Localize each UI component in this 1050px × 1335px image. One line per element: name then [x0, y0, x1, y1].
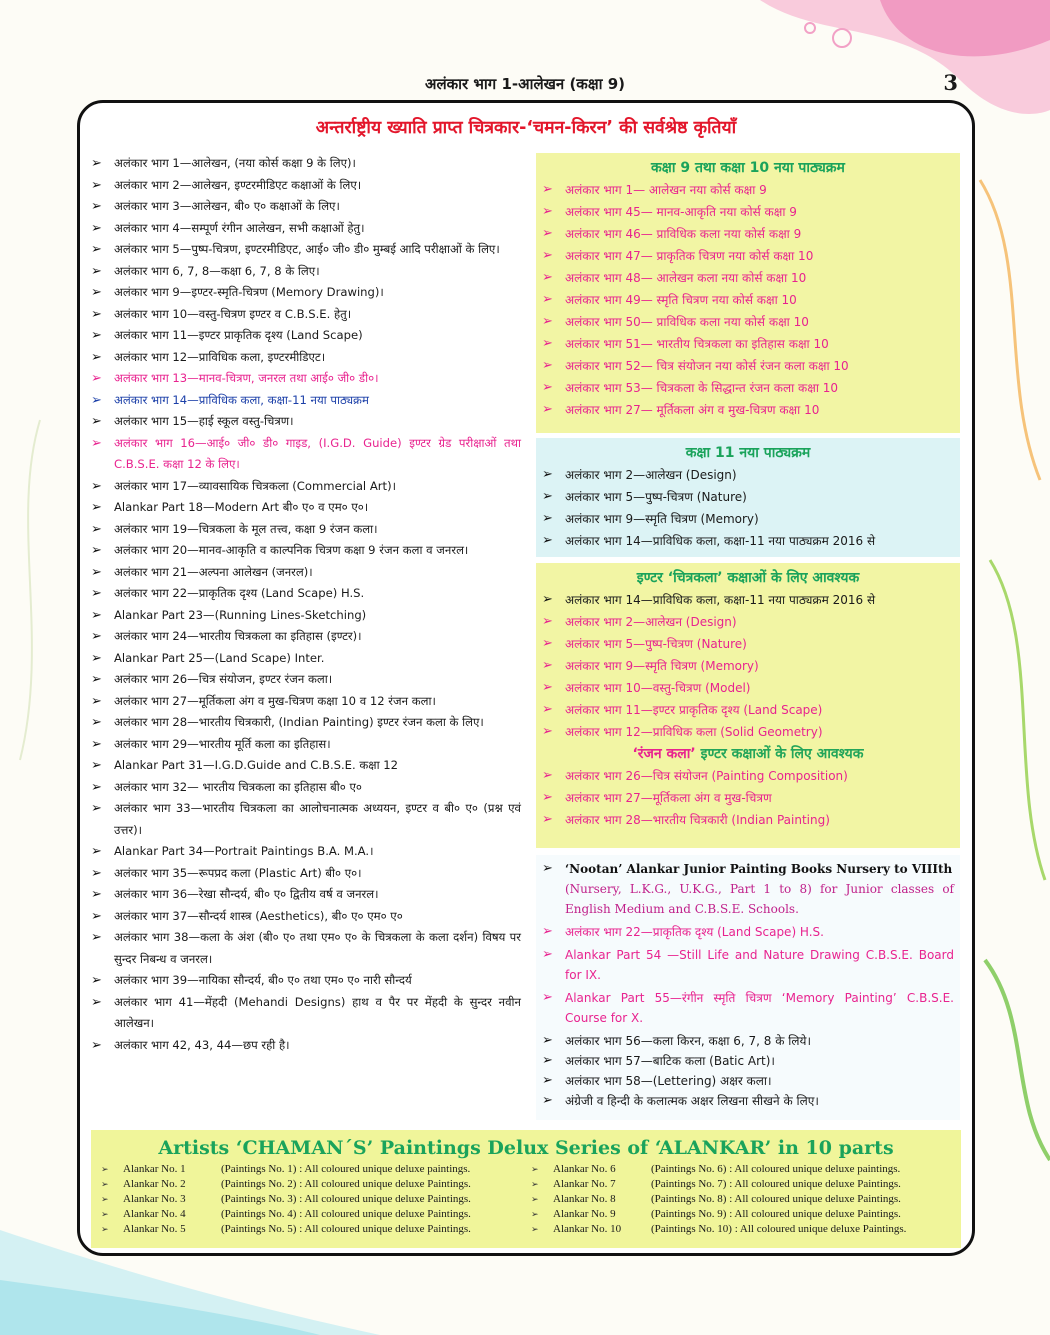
- deluxe-description: (Paintings No. 5) : All coloured unique deluxe Paintings.: [221, 1223, 471, 1235]
- book-list-item: ➢ अलंकार भाग 39—नायिका सौन्दर्य, बी० ए० तथा एम० ए० नारी सौन्दर्य: [91, 970, 521, 992]
- class-9-10-heading: कक्षा 9 तथा कक्षा 10 नया पाठ्यक्रम: [651, 160, 845, 176]
- other-book-item: ➢ अलंकार भाग 58—(Lettering) अक्षर कला।: [542, 1071, 954, 1091]
- class-11-syllabus-box: [536, 438, 960, 557]
- content-frame: [77, 100, 975, 1256]
- deluxe-item: [531, 1207, 951, 1222]
- book-list-item: ➢ अलंकार भाग 21—अल्पना आलेखन (जनरल)।: [91, 562, 521, 584]
- book-list-item: ➢ अलंकार भाग 36—रेखा सौन्दर्य, बी० ए० द्वितीय वर्ष व जनरल।: [91, 884, 521, 906]
- book-list-item: ➢ अलंकार भाग 26—चित्र संयोजन, इण्टर रंजन कला।: [91, 669, 521, 691]
- class-9-10-item: ➢ अलंकार भाग 51— भारतीय चित्रकला का इतिहास कक्षा 10: [542, 333, 954, 355]
- book-list-item: ➢ अलंकार भाग 38—कला के अंश (बी० ए० तथा एम० ए० के चित्रकला के कला दर्शन) विषय पर सुन्दर निबन्ध व जनरल।: [91, 927, 521, 970]
- arrow-bullet-icon: ➢: [101, 1209, 109, 1219]
- class-9-10-item: ➢ अलंकार भाग 53— चित्रकला के सिद्धान्त रंजन कला कक्षा 10: [542, 377, 954, 399]
- deluxe-description: (Paintings No. 9) : All coloured unique deluxe Paintings.: [651, 1208, 901, 1220]
- junior-and-other-books-box: [536, 855, 960, 1120]
- deluxe-description: (Paintings No. 1) : All coloured unique deluxe paintings.: [221, 1163, 471, 1175]
- class-11-item: ➢ अलंकार भाग 14—प्राविधिक कला, कक्षा-11 नया पाठ्यक्रम 2016 से: [542, 530, 954, 552]
- book-list-item: ➢ अलंकार भाग 42, 43, 44—छप रही है।: [91, 1035, 521, 1057]
- book-list-item: ➢ अलंकार भाग 15—हाई स्कूल वस्तु-चित्रण।: [91, 411, 521, 433]
- deluxe-description: (Paintings No. 6) : All coloured unique deluxe paintings.: [651, 1163, 901, 1175]
- arrow-bullet-icon: ➢: [531, 1209, 539, 1219]
- ranjan-kala-item: ➢ अलंकार भाग 26—चित्र संयोजन (Painting Composition): [542, 765, 954, 787]
- book-list-item: ➢ अलंकार भाग 4—सम्पूर्ण रंगीन आलेखन, सभी कक्षाओं हेतु।: [91, 218, 521, 240]
- book-list-item: ➢ अलंकार भाग 27—मूर्तिकला अंग व मुख-चित्रण कक्षा 10 व 12 रंजन कला।: [91, 691, 521, 713]
- page-number: 3: [943, 70, 958, 95]
- ranjan-kala-item: ➢ अलंकार भाग 27—मूर्तिकला अंग व मुख-चित्रण: [542, 787, 954, 809]
- other-book-item: ➢ Alankar Part 54 —Still Life and Nature Drawing C.B.S.E. Board for IX.: [542, 945, 954, 985]
- class-9-10-item: ➢ अलंकार भाग 47— प्राकृतिक चित्रण नया कोर्स कक्षा 10: [542, 245, 954, 267]
- deluxe-series-heading: Artists ‘CHAMAN´S’ Paintings Delux Series of ‘ALANKAR’ in 10 parts: [158, 1137, 894, 1159]
- deluxe-series-panel: [91, 1130, 961, 1248]
- book-list-item: ➢ अलंकार भाग 20—मानव-आकृति व काल्पनिक चित्रण कक्षा 9 रंजन कला व जनरल।: [91, 540, 521, 562]
- deluxe-number: Alankar No. 1: [123, 1163, 186, 1175]
- book-list-item: ➢ अलंकार भाग 5—पुष्प-चित्रण, इण्टरमीडिएट, आई० जी० डी० मुम्बई आदि परीक्षाओं के लिए।: [91, 239, 521, 261]
- deluxe-item: [101, 1192, 521, 1207]
- page-header: [0, 70, 1050, 98]
- class-9-10-item: ➢ अलंकार भाग 27— मूर्तिकला अंग व मुख-चित्रण कक्षा 10: [542, 399, 954, 421]
- ranjan-kala-label: ‘रंजन कला’: [632, 746, 696, 762]
- book-list-item: ➢ अलंकार भाग 2—आलेखन, इण्टरमीडिएट कक्षाओं के लिए।: [91, 175, 521, 197]
- deluxe-description: (Paintings No. 3) : All coloured unique deluxe Paintings.: [221, 1193, 471, 1205]
- deluxe-number: Alankar No. 8: [553, 1193, 616, 1205]
- class-11-heading: कक्षा 11 नया पाठ्यक्रम: [685, 445, 811, 461]
- deluxe-number: Alankar No. 5: [123, 1223, 186, 1235]
- inter-chitrakala-item: ➢ अलंकार भाग 11—इण्टर प्राकृतिक दृश्य (Land Scape): [542, 699, 954, 721]
- deluxe-item: [531, 1192, 951, 1207]
- other-book-item: ➢ Alankar Part 55—रंगीन स्मृति चित्रण ‘Memory Painting’ C.B.S.E. Course for X.: [542, 988, 954, 1028]
- book-list-item: ➢ अलंकार भाग 10—वस्तु-चित्रण इण्टर व C.B.S.E. हेतु।: [91, 304, 521, 326]
- other-book-item: ➢ अलंकार भाग 56—कला किरन, कक्षा 6, 7, 8 के लिये।: [542, 1031, 954, 1051]
- ranjan-kala-item: ➢ अलंकार भाग 28—भारतीय चित्रकारी (Indian Painting): [542, 809, 954, 831]
- book-list-item: ➢ Alankar Part 31—I.G.D.Guide and C.B.S.E. कक्षा 12: [91, 755, 521, 777]
- deluxe-item: [101, 1162, 521, 1177]
- inter-chitrakala-item: ➢ अलंकार भाग 14—प्राविधिक कला, कक्षा-11 नया पाठ्यक्रम 2016 से: [542, 589, 954, 611]
- book-list-item: ➢ अलंकार भाग 29—भारतीय मूर्ति कला का इतिहास।: [91, 734, 521, 756]
- deluxe-item: [101, 1177, 521, 1192]
- book-list-item: ➢ अलंकार भाग 19—चित्रकला के मूल तत्त्व, कक्षा 9 रंजन कला।: [91, 519, 521, 541]
- deluxe-list-left: [101, 1162, 521, 1237]
- arrow-bullet-icon: ➢: [101, 1224, 109, 1234]
- other-book-item: ➢ अंग्रेजी व हिन्दी के कलात्मक अक्षर लिखना सीखने के लिए।: [542, 1091, 954, 1111]
- book-list-item: ➢ Alankar Part 34—Portrait Paintings B.A. M.A.।: [91, 841, 521, 863]
- inter-chitrakala-item: ➢ अलंकार भाग 9—स्मृति चित्रण (Memory): [542, 655, 954, 677]
- other-book-item: ➢ अलंकार भाग 57—बाटिक कला (Batic Art)।: [542, 1051, 954, 1071]
- main-title: अन्तर्राष्ट्रीय ख्याति प्राप्त चित्रकार-‘चमन-किरन’ की सर्वश्रेष्ठ कृतियाँ: [315, 118, 737, 138]
- book-list-item: ➢ अलंकार भाग 17—व्यावसायिक चित्रकला (Commercial Art)।: [91, 476, 521, 498]
- deluxe-list-right: [531, 1162, 951, 1237]
- inter-chitrakala-item: ➢ अलंकार भाग 12—प्राविधिक कला (Solid Geometry): [542, 721, 954, 743]
- class-9-10-item: ➢ अलंकार भाग 52— चित्र संयोजन नया कोर्स रंजन कला कक्षा 10: [542, 355, 954, 377]
- arrow-bullet-icon: ➢: [531, 1164, 539, 1174]
- book-list-item: ➢ अलंकार भाग 13—मानव-चित्रण, जनरल तथा आई० जी० डी०।: [91, 368, 521, 390]
- deluxe-description: (Paintings No. 8) : All coloured unique deluxe Paintings.: [651, 1193, 901, 1205]
- book-list-item: ➢ अलंकार भाग 35—रूपप्रद कला (Plastic Art) बी० ए०।: [91, 863, 521, 885]
- deluxe-number: Alankar No. 7: [553, 1178, 616, 1190]
- arrow-bullet-icon: ➢: [101, 1179, 109, 1189]
- nootan-junior-item: [542, 859, 954, 919]
- class-11-item: ➢ अलंकार भाग 2—आलेखन (Design): [542, 464, 954, 486]
- book-list-item: ➢ अलंकार भाग 33—भारतीय चित्रकला का आलोचनात्मक अध्ययन, इण्टर व बी० ए० (प्रश्न एवं उत्तर)।: [91, 798, 521, 841]
- arrow-bullet-icon: ➢: [531, 1224, 539, 1234]
- arrow-bullet-icon: ➢: [101, 1164, 109, 1174]
- book-list-item: ➢ अलंकार भाग 14—प्राविधिक कला, कक्षा-11 नया पाठ्यक्रम: [91, 390, 521, 412]
- class-11-item: ➢ अलंकार भाग 9—स्मृति चित्रण (Memory): [542, 508, 954, 530]
- deluxe-description: (Paintings No. 10) : All coloured unique deluxe Paintings.: [651, 1223, 907, 1235]
- book-list-item: ➢ अलंकार भाग 41—मेंहदी (Mehandi Designs) हाथ व पैर पर मेंहदी के सुन्दर नवीन आलेखन।: [91, 992, 521, 1035]
- book-list-item: ➢ अलंकार भाग 28—भारतीय चित्रकारी, (Indian Painting) इण्टर रंजन कला के लिए।: [91, 712, 521, 734]
- class-11-item: ➢ अलंकार भाग 5—पुष्प-चित्रण (Nature): [542, 486, 954, 508]
- class-9-10-item: ➢ अलंकार भाग 46— प्राविधिक कला नया कोर्स कक्षा 9: [542, 223, 954, 245]
- deluxe-number: Alankar No. 2: [123, 1178, 186, 1190]
- inter-chitrakala-item: ➢ अलंकार भाग 5—पुष्प-चित्रण (Nature): [542, 633, 954, 655]
- arrow-bullet-icon: ➢: [531, 1194, 539, 1204]
- book-list-item: ➢ अलंकार भाग 32— भारतीय चित्रकला का इतिहास बी० ए०: [91, 777, 521, 799]
- deluxe-number: Alankar No. 4: [123, 1208, 186, 1220]
- book-list-item: ➢ अलंकार भाग 16—आई० जी० डी० गाइड, (I.G.D. Guide) इण्टर ग्रेड परीक्षाओं तथा C.B.S.E. कक्षा 12 के लिए।: [91, 433, 521, 476]
- class-9-10-item: ➢ अलंकार भाग 48— आलेखन कला नया कोर्स कक्षा 10: [542, 267, 954, 289]
- deluxe-number: Alankar No. 6: [553, 1163, 616, 1175]
- book-list-item: ➢ अलंकार भाग 37—सौन्दर्य शास्त्र (Aesthetics), बी० ए० एम० ए०: [91, 906, 521, 928]
- book-list-item: ➢ अलंकार भाग 11—इण्टर प्राकृतिक दृश्य (Land Scape): [91, 325, 521, 347]
- deluxe-item: [531, 1177, 951, 1192]
- ranjan-kala-heading: [542, 743, 954, 765]
- arrow-bullet-icon: ➢: [101, 1194, 109, 1204]
- class-9-10-item: ➢ अलंकार भाग 1— आलेखन नया कोर्स कक्षा 9: [542, 179, 954, 201]
- inter-chitrakala-box: [536, 563, 960, 848]
- book-list-item: ➢ अलंकार भाग 12—प्राविधिक कला, इण्टरमीडिएट।: [91, 347, 521, 369]
- book-list-item: ➢ अलंकार भाग 6, 7, 8—कक्षा 6, 7, 8 के लिए।: [91, 261, 521, 283]
- deluxe-number: Alankar No. 9: [553, 1208, 616, 1220]
- deluxe-description: (Paintings No. 2) : All coloured unique deluxe Paintings.: [221, 1178, 471, 1190]
- deluxe-number: Alankar No. 10: [553, 1223, 622, 1235]
- other-book-item: ➢ अलंकार भाग 22—प्राकृतिक दृश्य (Land Scape) H.S.: [542, 922, 954, 942]
- class-9-10-item: ➢ अलंकार भाग 45— मानव-आकृति नया कोर्स कक्षा 9: [542, 201, 954, 223]
- deluxe-number: Alankar No. 3: [123, 1193, 186, 1205]
- class-9-10-item: ➢ अलंकार भाग 50— प्राविधिक कला नया कोर्स कक्षा 10: [542, 311, 954, 333]
- book-list-item: ➢ अलंकार भाग 3—आलेखन, बी० ए० कक्षाओं के लिए।: [91, 196, 521, 218]
- deluxe-item: [531, 1222, 951, 1237]
- arrow-bullet-icon: ➢: [531, 1179, 539, 1189]
- nootan-subtext: (Nursery, L.K.G., U.K.G., Part 1 to 8) for Junior classes of English Medium and C.B.S.E. Schools.: [565, 882, 954, 916]
- book-list-item: ➢ Alankar Part 23—(Running Lines-Sketching): [91, 605, 521, 627]
- inter-chitrakala-heading: इण्टर ‘चित्रकला’ कक्षाओं के लिए आवश्यक: [636, 570, 860, 586]
- running-title: अलंकार भाग 1-आलेखन (कक्षा 9): [424, 75, 625, 93]
- inter-chitrakala-item: ➢ अलंकार भाग 10—वस्तु-चित्रण (Model): [542, 677, 954, 699]
- deluxe-item: [531, 1162, 951, 1177]
- class-9-10-item: ➢ अलंकार भाग 49— स्मृति चित्रण नया कोर्स कक्षा 10: [542, 289, 954, 311]
- deluxe-item: [101, 1207, 521, 1222]
- book-list-item: ➢ Alankar Part 18—Modern Art बी० ए० व एम० ए०।: [91, 497, 521, 519]
- deluxe-description: (Paintings No. 7) : All coloured unique deluxe Paintings.: [651, 1178, 901, 1190]
- left-book-list: [91, 153, 521, 1056]
- book-list-item: ➢ अलंकार भाग 1—आलेखन, (नया कोर्स कक्षा 9 के लिए)।: [91, 153, 521, 175]
- book-list-item: ➢ अलंकार भाग 22—प्राकृतिक दृश्य (Land Scape) H.S.: [91, 583, 521, 605]
- inter-chitrakala-item: ➢ अलंकार भाग 2—आलेखन (Design): [542, 611, 954, 633]
- deluxe-item: [101, 1222, 521, 1237]
- nootan-heading: ‘Nootan’ Alankar Junior Painting Books Nursery to VIIIth: [565, 862, 953, 876]
- class-9-10-syllabus-box: [536, 153, 960, 433]
- ranjan-kala-heading-rest: इण्टर कक्षाओं के लिए आवश्यक: [695, 746, 864, 762]
- book-list-item: ➢ Alankar Part 25—(Land Scape) Inter.: [91, 648, 521, 670]
- deluxe-description: (Paintings No. 4) : All coloured unique deluxe Paintings.: [221, 1208, 471, 1220]
- book-list-item: ➢ अलंकार भाग 9—इण्टर-स्मृति-चित्रण (Memory Drawing)।: [91, 282, 521, 304]
- book-list-item: ➢ अलंकार भाग 24—भारतीय चित्रकला का इतिहास (इण्टर)।: [91, 626, 521, 648]
